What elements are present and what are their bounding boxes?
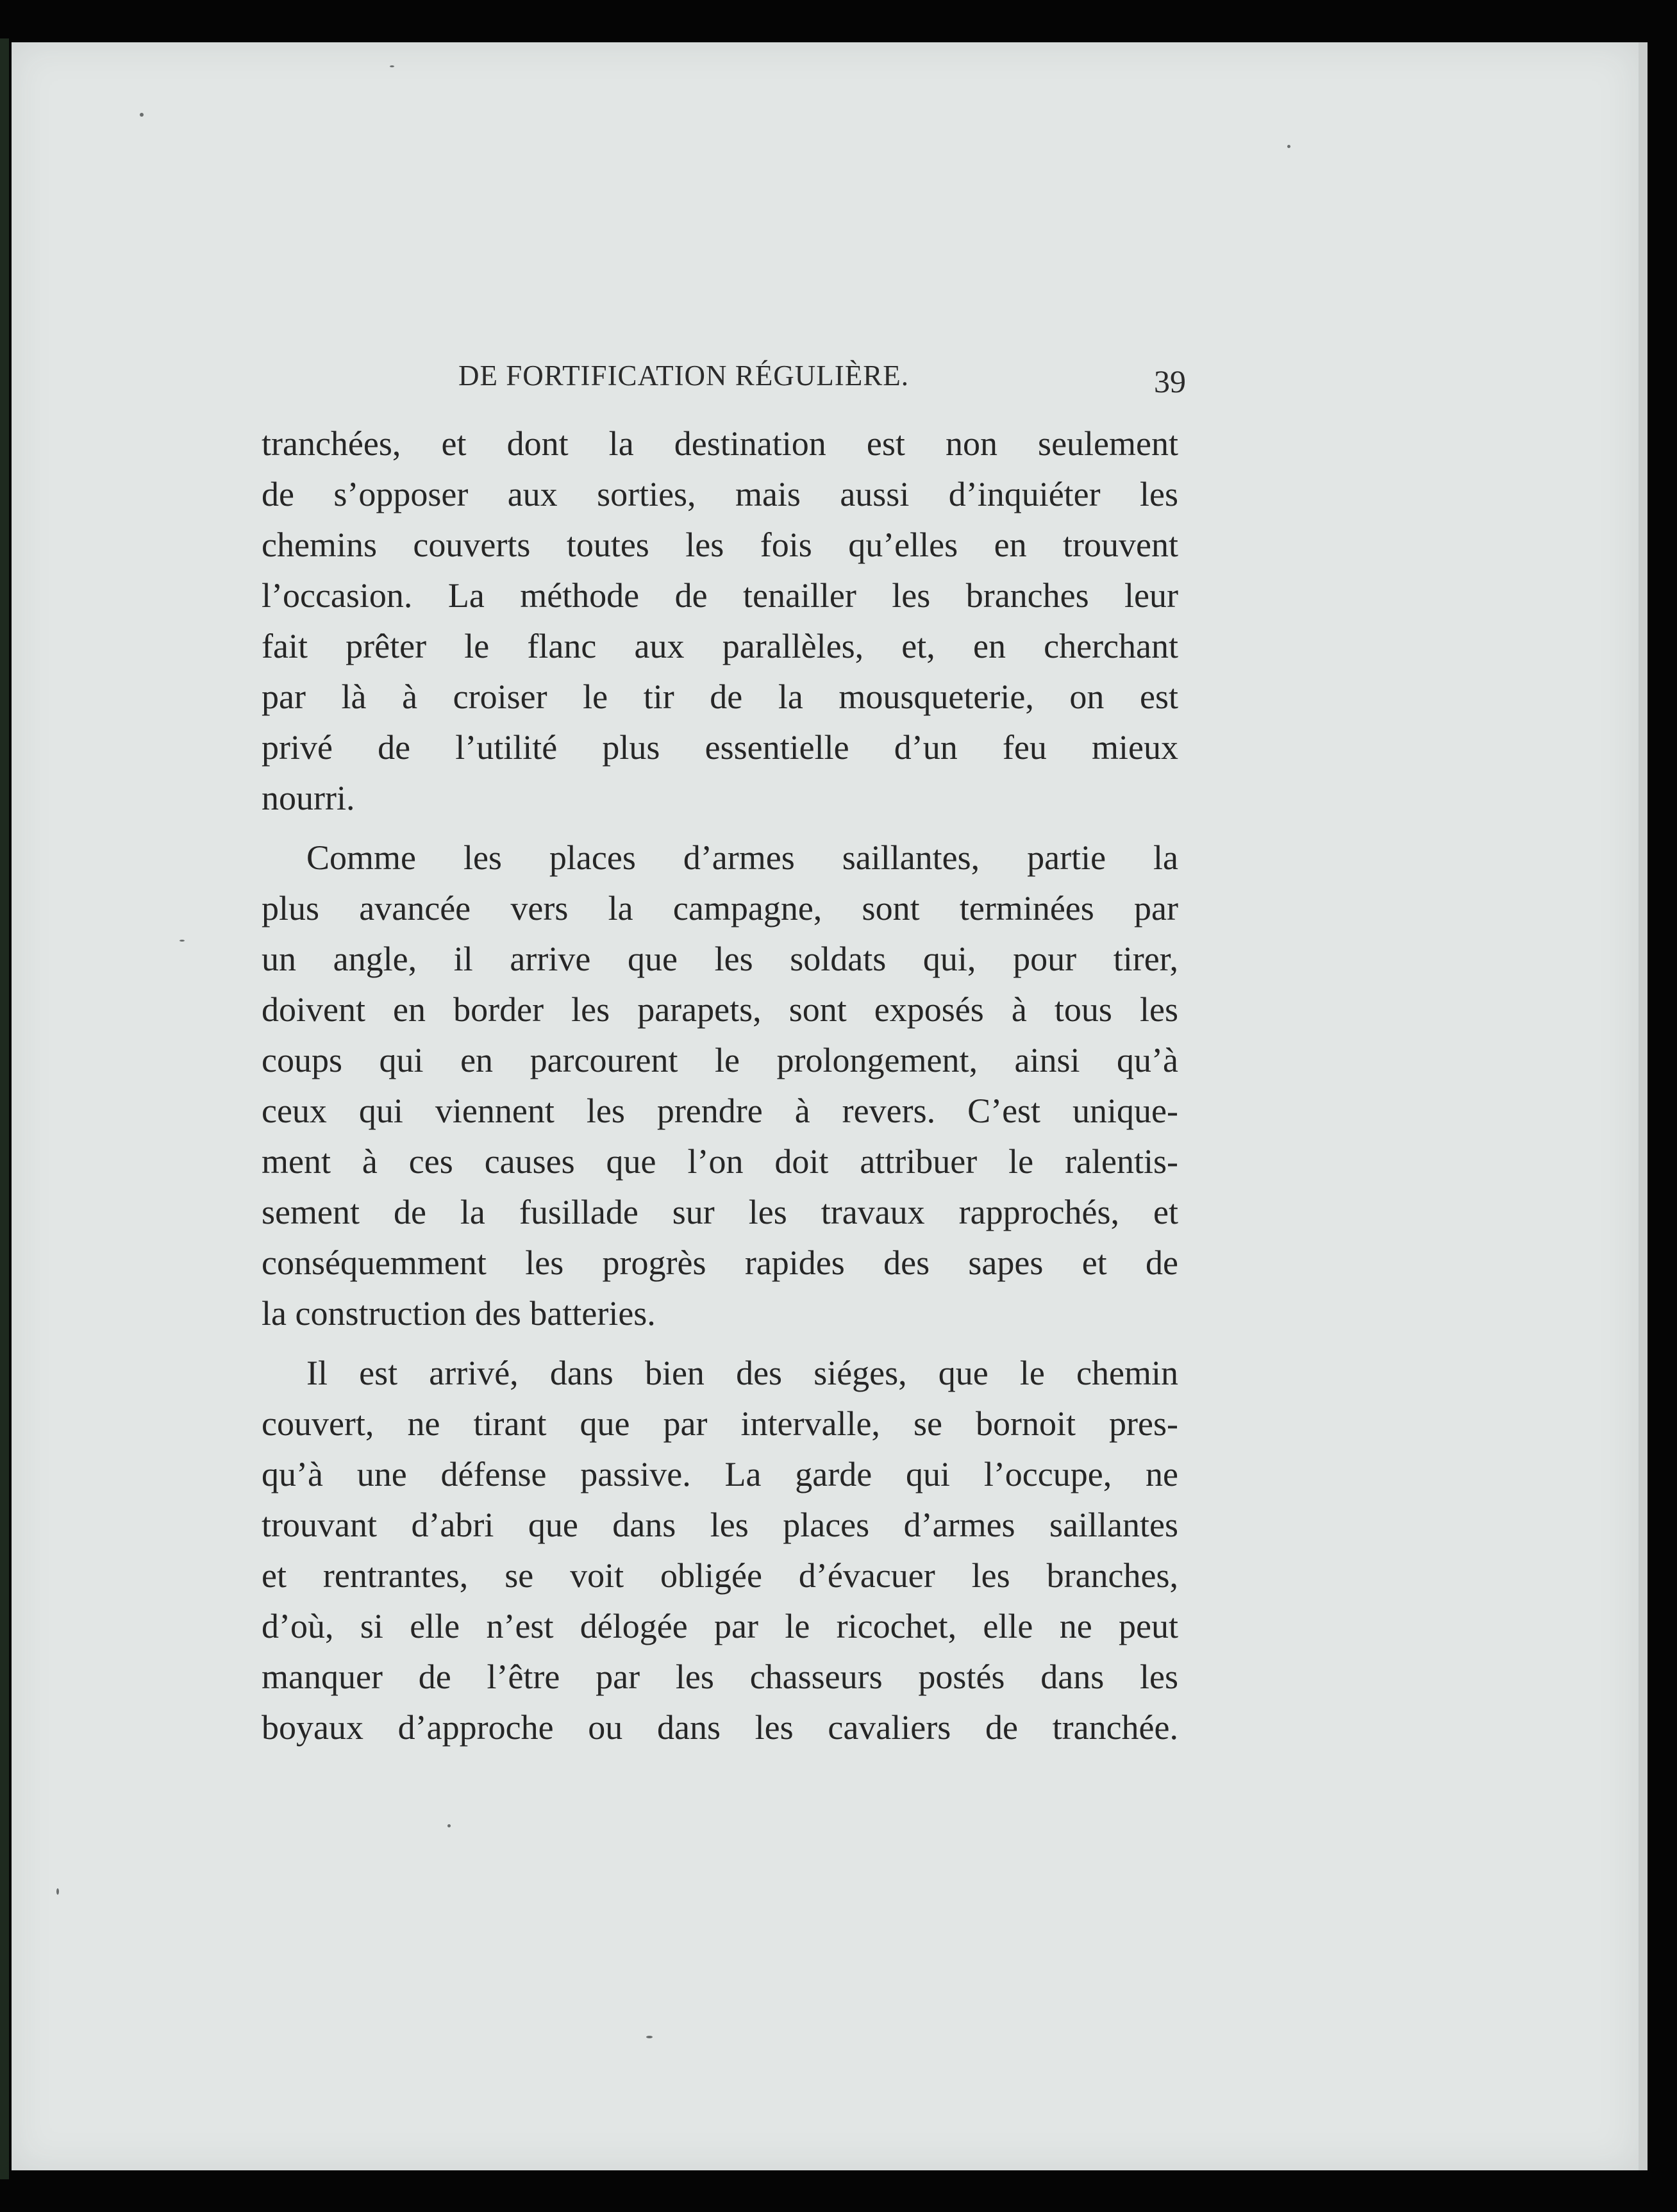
text-line: nourri. <box>262 779 355 817</box>
text-line: Il est arrivé, dans bien des siéges, que le chemin <box>306 1354 1178 1392</box>
text-line: ment à ces causes que l’on doit attribuer le ralentis- <box>262 1142 1178 1181</box>
text-line: manquer de l’être par les chasseurs postés dans les <box>262 1658 1178 1696</box>
text-line: Comme les places d’armes saillantes, partie la <box>306 838 1178 877</box>
text-line: ceux qui viennent les prendre à revers. C’est unique- <box>262 1092 1178 1130</box>
paper-speck <box>447 1824 451 1827</box>
text-line: coups qui en parcourent le prolongement, ainsi qu’à <box>262 1041 1178 1079</box>
text-line: conséquemment les progrès rapides des sapes et de <box>262 1243 1178 1282</box>
text-line: d’où, si elle n’est délogée par le ricochet, elle ne peut <box>262 1607 1178 1645</box>
text-line: un angle, il arrive que les soldats qui, pour tirer, <box>262 940 1178 978</box>
book-spine-edge <box>0 38 9 2179</box>
text-line: privé de l’utilité plus essentielle d’un feu mieux <box>262 728 1178 767</box>
running-title: DE FORTIFICATION RÉGULIÈRE. <box>458 360 910 392</box>
paragraph <box>262 833 1178 1339</box>
text-line: tranchées, et dont la destination est non seulement <box>262 424 1178 463</box>
page-right-edge <box>1639 42 1648 2170</box>
paragraph <box>262 1348 1178 1753</box>
paper-speck <box>390 65 394 67</box>
page-number: 39 <box>1154 363 1186 399</box>
text-line: trouvant d’abri que dans les places d’armes saillantes <box>262 1506 1178 1544</box>
text-line: la construction des batteries. <box>262 1294 656 1333</box>
paragraph <box>262 419 1178 824</box>
paper-speck <box>179 940 185 942</box>
text-line: qu’à une défense passive. La garde qui l’occupe, ne <box>262 1455 1178 1493</box>
text-line: fait prêter le flanc aux parallèles, et, en cherchant <box>262 627 1178 665</box>
text-line: et rentrantes, se voit obligée d’évacuer les branches, <box>262 1556 1178 1595</box>
paper-speck <box>140 113 144 117</box>
text-line: doivent en border les parapets, sont exposés à tous les <box>262 990 1178 1029</box>
paper-speck <box>646 2036 653 2038</box>
text-line: chemins couverts toutes les fois qu’elles en trouvent <box>262 526 1178 564</box>
paper-speck <box>56 1888 59 1895</box>
paper-speck <box>1287 145 1290 148</box>
text-line: couvert, ne tirant que par intervalle, se bornoit pres- <box>262 1404 1178 1443</box>
text-line: l’occasion. La méthode de tenailler les branches leur <box>262 576 1178 615</box>
running-head <box>458 359 1186 404</box>
text-line: plus avancée vers la campagne, sont terminées par <box>262 889 1178 927</box>
text-line: boyaux d’approche ou dans les cavaliers de tranchée. <box>262 1708 1178 1747</box>
body-text <box>262 419 1178 1753</box>
text-line: sement de la fusillade sur les travaux rapprochés, et <box>262 1193 1178 1231</box>
text-line: par là à croiser le tir de la mousqueterie, on est <box>262 678 1178 716</box>
text-line: de s’opposer aux sorties, mais aussi d’inquiéter les <box>262 475 1178 513</box>
